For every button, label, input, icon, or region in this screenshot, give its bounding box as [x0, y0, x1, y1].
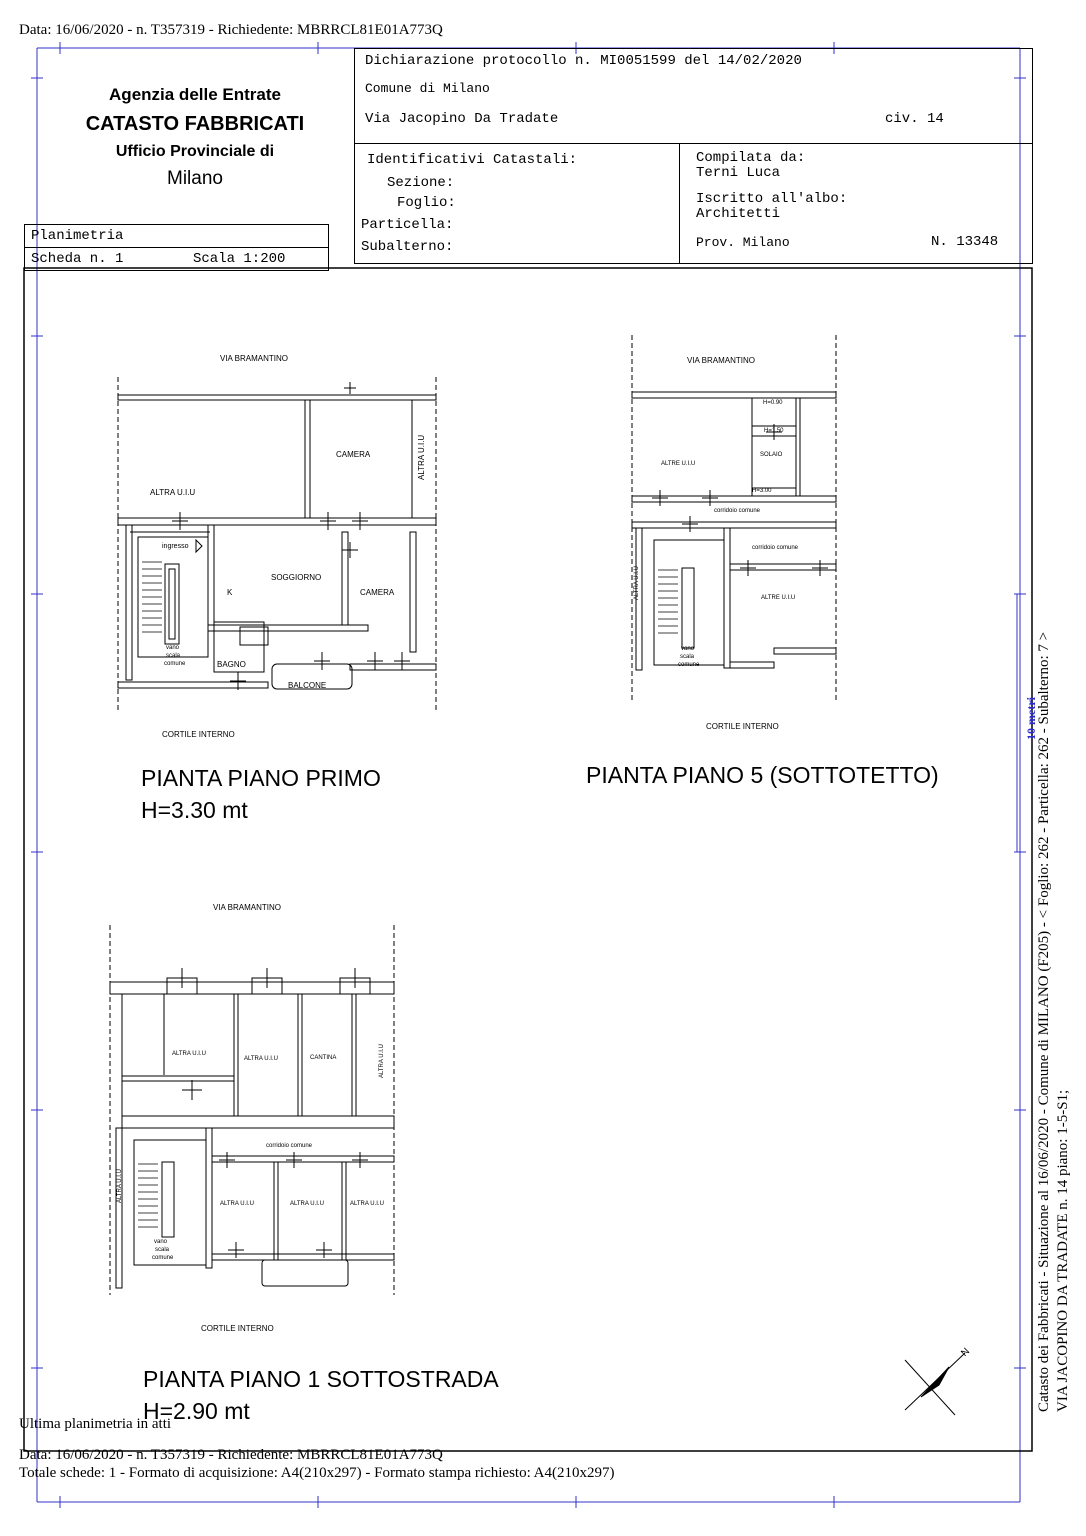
plan3-altra3: ALTRA U.I.U [220, 1201, 254, 1207]
plan1-room-ingresso: ingresso [162, 543, 189, 550]
north-label: N [959, 1346, 973, 1359]
foglio-label: Foglio: [397, 195, 456, 211]
scale-mark: 10 metri [1024, 697, 1038, 740]
plan1-room-soggiorno: SOGGIORNO [271, 573, 322, 582]
plan2-corridoio1: corridoio comune [714, 508, 761, 514]
comune-text: Comune di Milano [365, 81, 490, 96]
prov-label: Prov. Milano [696, 235, 790, 250]
city-name: Milano [167, 168, 223, 189]
plan3-court: CORTILE INTERNO [201, 1324, 274, 1333]
planimetria-box [24, 224, 329, 248]
compilata-label: Compilata da: [696, 150, 806, 166]
civ-text: civ. 14 [885, 111, 944, 127]
plan2-court: CORTILE INTERNO [706, 722, 779, 731]
plan3-corridoio: corridoio comune [266, 1143, 313, 1149]
plan3-altra2: ALTRA U.I.U [244, 1056, 278, 1062]
dichiarazione-box [354, 48, 1033, 144]
plan3-altra-left: ALTRA U.I.U [117, 1169, 123, 1203]
albo-name: Architetti [696, 206, 781, 222]
plan1-room-altra-v: ALTRA U.I.U [417, 434, 426, 480]
plan2-altra-v: ALTRA U.I.U [634, 566, 640, 600]
plan1-height: H=3.30 mt [141, 797, 248, 823]
plan3-scala: scala [155, 1247, 170, 1253]
plan1-scala: scala [166, 653, 181, 659]
plan2-h300: H=3.00 [752, 488, 772, 494]
plan2-corridoio2: corridoio comune [752, 545, 799, 551]
plan1-comune: comune [164, 661, 186, 667]
identificativi-label: Identificativi Catastali: [367, 152, 578, 168]
plan3-cantina: CANTINA [310, 1055, 337, 1061]
ufficio-label: Ufficio Provinciale di [115, 143, 275, 160]
scala-label: Scala 1:200 [193, 251, 286, 267]
particella-label: Particella: [361, 217, 454, 233]
scheda-label: Scheda n. 1 [31, 251, 124, 267]
plan2-street: VIA BRAMANTINO [687, 356, 756, 365]
plan3-altra5: ALTRA U.I.U [350, 1201, 384, 1207]
plan3-vano: vano [154, 1239, 168, 1245]
plan1-vano: vano [166, 645, 180, 651]
plan2-scala: scala [680, 654, 695, 660]
catasto-title: CATASTO FABBRICATI [85, 113, 305, 135]
north-arrow-icon [895, 1345, 975, 1420]
plan3-title: PIANTA PIANO 1 SOTTOSTRADA [143, 1366, 499, 1392]
plan3-comune: comune [152, 1255, 174, 1261]
footer-totale: Totale schede: 1 - Formato di acquisizione: A4(210x297) - Formato stampa richiesto: A4(210x297) [19, 1465, 615, 1481]
scheda-box [24, 247, 329, 271]
footer-data: Data: 16/06/2020 - n. T357319 - Richiedente: MBRRCL81E01A773Q [19, 1447, 443, 1463]
plan1-room-camera2: CAMERA [360, 588, 395, 597]
plan1-room-altra: ALTRA U.I.U [150, 488, 196, 497]
plan2-h150: H=1.50 [764, 428, 784, 434]
plan2-altra1: ALTRE U.I.U [661, 461, 696, 467]
side-text-1: Catasto dei Fabbricati - Situazione al 16/06/2020 - Comune di MILANO (F205) - < Foglio: 262 - Particella: 262 - Subalterno: 7 > [1036, 631, 1052, 1412]
plan1-title: PIANTA PIANO PRIMO [141, 765, 381, 791]
compilatore-name: Terni Luca [696, 165, 781, 181]
iscritto-label: Iscritto all'albo: [696, 191, 848, 207]
request-line: Data: 16/06/2020 - n. T357319 - Richiedente: MBRRCL81E01A773Q [19, 22, 443, 38]
plan1-street: VIA BRAMANTINO [220, 354, 289, 363]
plan3-height: H=2.90 mt [143, 1398, 250, 1424]
plan2-altre2: ALTRE U.I.U [761, 595, 796, 601]
agency-name: Agenzia delle Entrate [109, 85, 281, 104]
dichiarazione-text: Dichiarazione protocollo n. MI0051599 del 14/02/2020 [365, 53, 802, 69]
side-text-2: VIA JACOPINO DA TRADATE n. 14 piano: 1-5-S1; [1055, 1089, 1071, 1412]
numero-albo: N. 13348 [931, 234, 999, 250]
planimetria-label: Planimetria [31, 228, 124, 244]
plan1-room-bagno: BAGNO [217, 660, 246, 669]
plan2-comune: comune [678, 662, 700, 668]
plan3-altra-v: ALTRA U.I.U [379, 1044, 385, 1078]
plan2-vano: vano [681, 646, 695, 652]
plan3-altra4: ALTRA U.I.U [290, 1201, 324, 1207]
plan1-room-k: K [227, 588, 233, 597]
plan-primo-drawing [110, 372, 445, 722]
plan1-court: CORTILE INTERNO [162, 730, 235, 739]
plan1-room-camera1: CAMERA [336, 450, 371, 459]
subalterno-label: Subalterno: [361, 239, 454, 255]
plan-sottotetto-drawing [624, 330, 844, 710]
plan1-room-balcone: BALCONE [288, 681, 327, 690]
via-text: Via Jacopino Da Tradate [365, 111, 559, 127]
footer-ultima: Ultima planimetria in atti [19, 1416, 172, 1432]
plan2-title: PIANTA PIANO 5 (SOTTOTETTO) [586, 762, 939, 788]
plan2-solaio: SOLAIO [760, 452, 783, 458]
plan2-h090: H=0.90 [763, 400, 783, 406]
identificativi-box [354, 143, 1033, 264]
plan3-altra1: ALTRA U.I.U [172, 1051, 206, 1057]
sezione-label: Sezione: [387, 175, 455, 191]
plan-sottostrada-drawing [102, 920, 402, 1305]
plan3-street: VIA BRAMANTINO [213, 903, 282, 912]
